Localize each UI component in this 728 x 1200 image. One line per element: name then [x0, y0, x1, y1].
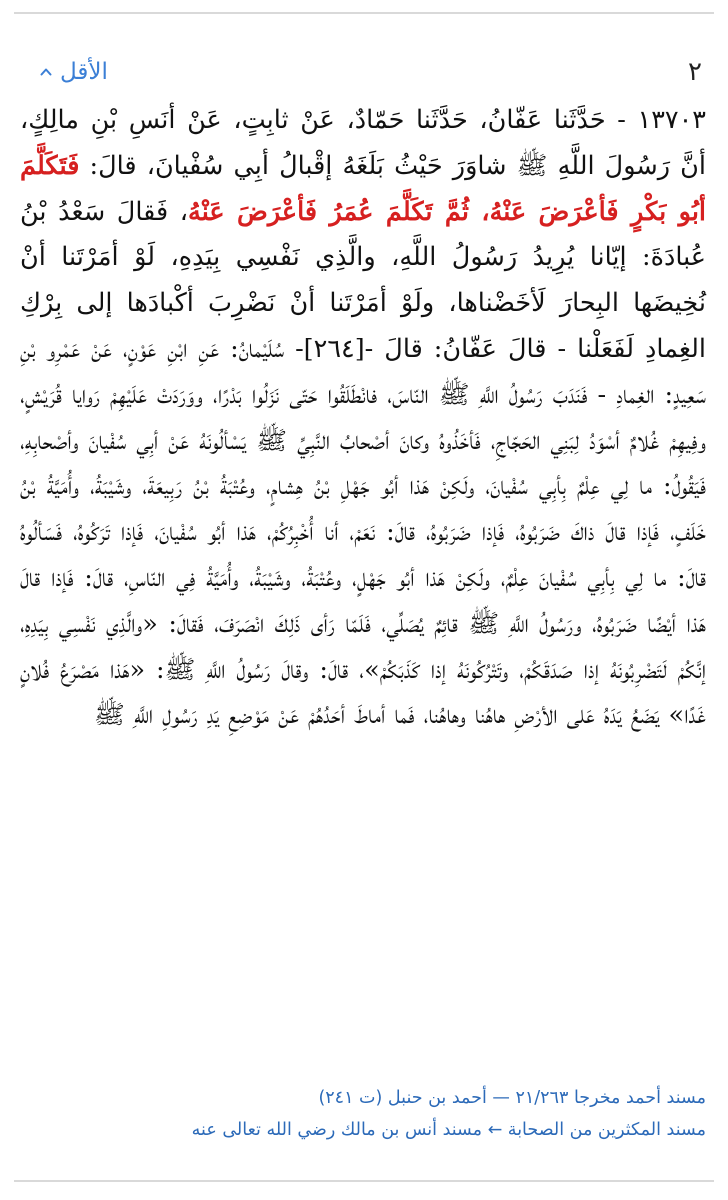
hadith-text: [20, 98, 706, 739]
collapse-label[interactable]: الأقل: [60, 59, 108, 85]
page-number: ٢: [688, 57, 702, 87]
top-divider: [14, 12, 714, 14]
chapter-path-link[interactable]: مسند المكثرين من الصحابة ← مسند أنس بن مالك رضي الله تعالى عنه: [191, 1120, 706, 1140]
hadith-text-part1: ١٣٧٠٣ - حَدَّثَنا عَفّانُ، حَدَّثَنا حَمّادٌ، عَنْ ثابِتٍ، عَنْ أنَسِ بْنِ مالِكٍ، أنَّ رَسُولَ اللَّهِ ﷺ شاوَرَ حَيْثُ بَلَغَهُ إقْبالُ أبِي سُفْيانَ، قالَ:: [20, 105, 706, 181]
hadith-highlight: فَتَكَلَّمَ أبُو بَكْرٍ فَأعْرَضَ عَنْهُ، ثُمَّ تَكَلَّمَ عُمَرُ فَأعْرَضَ عَنْهُ: [20, 150, 707, 227]
chevron-up-icon: [40, 66, 52, 78]
source-info: [18, 1082, 706, 1146]
collapse-toggle[interactable]: [40, 59, 108, 85]
book-source-link[interactable]: مسند أحمد مخرجا ٢١/٢٦٣ — أحمد بن حنبل (ت ٢٤١): [318, 1088, 706, 1108]
bottom-divider: [14, 1180, 714, 1182]
hadith-text-part2: ، فَقالَ سَعْدُ بْنُ عُبادَةَ: إيّانا يُرِيدُ رَسُولُ اللَّهِ، والَّذِي نَفْسِي بِيَدِهِ، لَوْ أمَرْتَنا أنْ نُخِيضَها البِحارَ لَأخَضْناها، ولَوْ أمَرْتَنا أنْ نَضْرِبَ أكْبادَها إلى بِرْكِ الغِمادِ لَفَعَلْنا - قالَ عَفّانُ: قالَ -[٢٦٤]- سُلَيْمانُ: عَنِ ابْنِ عَوْنٍ، عَنْ عَمْرِو بْنِ سَعِيدٍ: الغِمادِ - فَنَدَبَ رَسُولُ اللَّهِ ﷺ النّاسَ، فانْطَلَقُوا حَتّى نَزَلُوا بَدْرًا، ووَرَدَتْ عَلَيْهِمْ رَوايا قُرَيْشٍ، وفِيهِمْ غُلامٌ أسْوَدُ لِبَنِي الحَجّاجِ، فَأخَذُوهُ وكانَ أصْحابُ النَّبِيِّ ﷺ يَسْألُونَهُ عَنْ أبِي سُفْيانَ وأصْحابِهِ، فَيَقُولُ: ما لِي عِلْمٌ بِأبِي سُفْيانَ، ولَكِنْ هَذا أبُو جَهْلِ بْنُ هِشامٍ، وعُتْبَةُ بْنُ رَبِيعَةَ، وشَيْبَةُ، وأُمَيَّةُ بْنُ خَلَفٍ، فَإذا قالَ ذاكَ ضَرَبُوهُ، فَإذا ضَرَبُوهُ، قالَ: نَعَمْ، أنا أُخْبِرُكُمْ، هَذا أبُو سُفْيانَ، فَإذا تَرَكُوهُ، فَسَألُوهُ قالَ: ما لِي بِأبِي سُفْيانَ عِلْمٌ، ولَكِنْ هَذا أبُو جَهْلٍ، وعُتْبَةُ، وشَيْبَةُ، وأُمَيَّةُ فِي النّاسِ، قالَ: فَإذا قالَ هَذا أيْضًا ضَرَبُوهُ، ورَسُولُ اللَّهِ ﷺ قائِمٌ يُصَلِّي، فَلَمّا رَأى ذَلِكَ انْصَرَفَ، فَقالَ: «والَّذِي نَفْسِي بِيَدِهِ، إنَّكُمْ لَتَضْرِبُونَهُ إذا صَدَقَكُمْ، وتَتْرُكُونَهُ إذا كَذَبَكُمْ»، قالَ: وقالَ رَسُولُ اللَّهِ ﷺ: «هَذا مَصْرَعُ فُلانٍ غَدًا» يَضَعُ يَدَهُ عَلى الأرْضِ هاهُنا وهاهُنا، فَما أماطَ أحَدُهُمْ عَنْ مَوْضِعِ يَدِ رَسُولِ اللَّهِ ﷺ: [20, 196, 707, 731]
header-row: [40, 52, 702, 92]
